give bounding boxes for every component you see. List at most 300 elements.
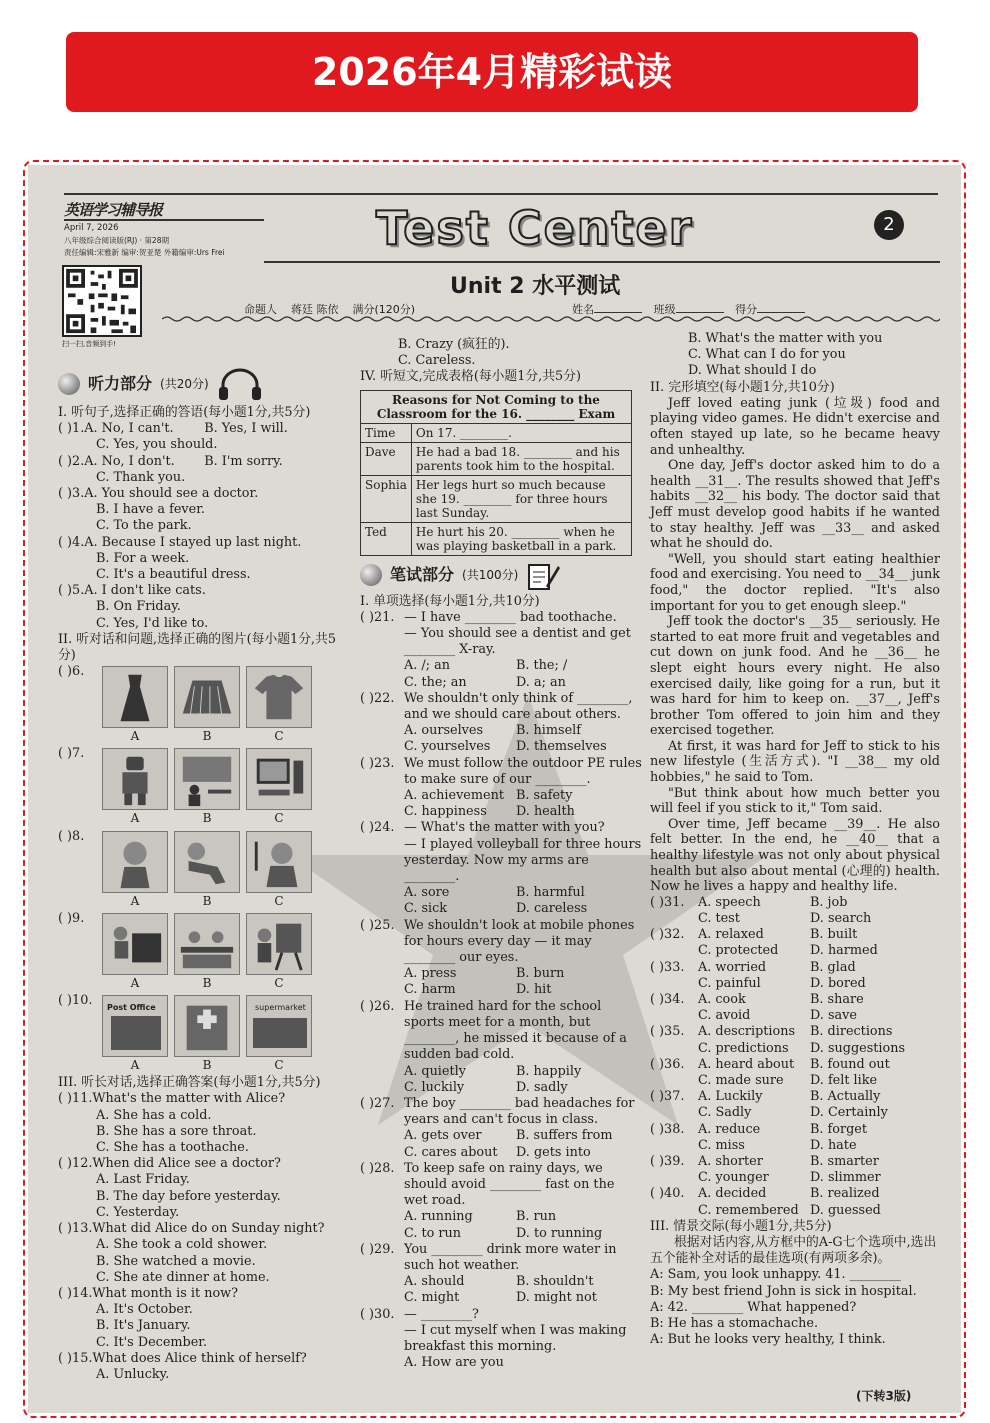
issue-number: 八年级综合阅读版(RJ) · 第28期	[64, 236, 169, 245]
option: B. directions	[810, 1024, 893, 1040]
question-number[interactable]: ( )37.	[650, 1089, 685, 1105]
option: B. suffers from	[516, 1128, 613, 1144]
pic-label: B	[202, 1058, 212, 1073]
question-number[interactable]: ( )15.	[58, 1350, 93, 1366]
cloze-question	[650, 1089, 940, 1105]
option: B. built	[810, 927, 858, 943]
option: D. to running	[516, 1225, 603, 1241]
option: A. It's October.	[96, 1302, 193, 1318]
table-header: Reasons for Not Coming to the Classroom for the 16. ________ Exam	[361, 390, 632, 423]
options-row	[360, 1064, 642, 1080]
column-right	[650, 331, 940, 1349]
question-number[interactable]: ( )13.	[58, 1221, 93, 1237]
question-number[interactable]: ( )36.	[650, 1056, 685, 1072]
question-number[interactable]: ( )2.	[58, 453, 85, 469]
option: D. guessed	[810, 1202, 881, 1218]
option: C. It's a beautiful dress.	[96, 567, 251, 583]
pic-label: C	[274, 893, 284, 908]
cloze-question	[650, 927, 940, 943]
reasons-table	[360, 390, 632, 556]
question-stem: What does Alice think of herself?	[92, 1350, 307, 1366]
question-11	[58, 1091, 348, 1107]
question-number[interactable]: ( )40.	[650, 1186, 685, 1202]
question-stem: We shouldn't only think of ________, and we should care about others.	[404, 690, 633, 723]
options-row	[360, 723, 642, 739]
question-28	[360, 1161, 642, 1210]
question-number[interactable]: ( )5.	[58, 583, 85, 599]
cloze-question	[650, 1154, 940, 1170]
option: C. cares about	[404, 1144, 498, 1160]
section-title: IV. 听短文,完成表格(每小题1分,共5分)	[360, 369, 581, 385]
option: B. share	[810, 992, 864, 1008]
cloze-question	[650, 1122, 940, 1138]
option: D. themselves	[516, 739, 607, 755]
option: A. ourselves	[404, 723, 484, 739]
options-row	[360, 739, 642, 755]
passage-paragraph: "Well, you should start eating healthier food and exercising. You need to __34__ junk food," the doctor replied. "It's also important for you to get enough sleep."	[650, 551, 940, 614]
option: C. avoid	[698, 1008, 751, 1024]
question-stem: — I cut myself when I was making breakfast this morning.	[404, 1322, 627, 1354]
row-text[interactable]: He hurt his 20. ________ when he was playing basketball in a park.	[411, 522, 631, 555]
full-score: 满分(120分)	[352, 303, 416, 316]
options-row	[360, 1080, 642, 1096]
option: A. should	[404, 1274, 465, 1290]
question-number[interactable]: ( )39.	[650, 1154, 685, 1170]
pic-label: B	[202, 893, 212, 908]
option: A. She took a cold shower.	[96, 1237, 268, 1253]
option: C. Yesterday.	[96, 1204, 180, 1220]
ball-icon	[58, 373, 80, 395]
question-number[interactable]: ( )1.	[58, 421, 85, 437]
question-30	[360, 1307, 642, 1323]
options-row	[360, 1226, 642, 1242]
piano-picture[interactable]	[102, 913, 168, 975]
cloze-question-cont	[650, 976, 940, 992]
question-24	[360, 820, 642, 836]
options-row	[360, 804, 642, 820]
option: C. happiness	[404, 804, 487, 820]
column-middle	[360, 337, 642, 1371]
fever-picture[interactable]	[246, 831, 312, 893]
cloze-passage	[650, 396, 940, 895]
option: D. slimmer	[810, 1170, 881, 1186]
options-row	[360, 1290, 642, 1306]
option: B. burn	[516, 966, 565, 982]
option: D. felt like	[810, 1073, 878, 1089]
question-stem: You ________ drink more water in such hot weather.	[404, 1241, 617, 1273]
table-row	[361, 442, 632, 475]
question-number[interactable]: ( )26.	[360, 998, 395, 1014]
option: B. On Friday.	[96, 599, 181, 615]
option: A. speech	[698, 894, 761, 910]
row-label: Time	[361, 423, 412, 442]
option: D. sadly	[516, 1079, 568, 1095]
pic-label: A	[130, 975, 140, 990]
question-stem: The boy ________ bad headaches for years and can't focus in class.	[404, 1095, 635, 1128]
supermarket-sign: supermarket	[255, 1003, 306, 1013]
options-row	[360, 982, 642, 998]
option: B. happily	[516, 1063, 582, 1079]
question-number[interactable]: ( )28.	[360, 1160, 395, 1176]
question-number[interactable]: ( )35.	[650, 1024, 685, 1040]
shirt-picture[interactable]	[246, 666, 312, 728]
option: C. test	[698, 911, 740, 927]
option: B. safety	[516, 788, 573, 804]
score-blank[interactable]	[757, 312, 805, 313]
qr-code-icon[interactable]	[62, 265, 142, 337]
question-number[interactable]: ( )25.	[360, 917, 395, 933]
option: C. harm	[404, 982, 456, 998]
option: D. harmed	[810, 943, 878, 959]
question-stem: To keep safe on rainy days, we should avoid ________ fast on the wet road.	[404, 1160, 615, 1209]
option: B. Actually	[810, 1089, 881, 1105]
row-label: Ted	[361, 522, 412, 555]
options-row	[360, 788, 642, 804]
passage-paragraph: One day, Jeff's doctor asked him to do a health __31__. The results showed that Jeff's habits __32__ his body. The doctor said that Jeff must develop good habits if he wanted to stay healthy. Jeff was __33__ and asked what he should do.	[650, 458, 940, 552]
class-blank[interactable]	[676, 312, 724, 313]
study-picture[interactable]	[174, 913, 240, 975]
dress-picture[interactable]	[102, 666, 168, 728]
option: B. Crazy (疯狂的).	[398, 337, 510, 352]
option: B. run	[516, 1209, 557, 1225]
options-row	[360, 1128, 642, 1144]
option: B. forget	[810, 1121, 868, 1137]
question-stem: We must follow the outdoor PE rules to make sure of our ________.	[404, 755, 642, 787]
option: C. painful	[698, 975, 761, 991]
option: A. gets over	[404, 1128, 482, 1144]
pic-label: A	[130, 811, 140, 826]
question-number[interactable]: ( )29.	[360, 1241, 395, 1257]
section-title: III. 情景交际(每小题1分,共5分)	[650, 1218, 832, 1234]
question-number[interactable]: ( )31.	[650, 894, 685, 910]
option: C. To the park.	[96, 518, 192, 534]
question-number[interactable]: ( )24.	[360, 820, 395, 836]
classroom-picture[interactable]	[174, 748, 240, 810]
question-29	[360, 1242, 642, 1274]
question-26	[360, 999, 642, 1064]
newspaper-logo: 英语学习辅导报	[64, 201, 163, 219]
row-label: Dave	[361, 442, 412, 475]
pic-label: C	[274, 1058, 284, 1073]
option: B. She watched a movie.	[96, 1253, 256, 1269]
masthead-rule	[64, 193, 938, 195]
option: C. remembered	[698, 1202, 799, 1218]
question-stem: We shouldn't look at mobile phones for hours every day — it may ________ our eyes.	[404, 917, 635, 966]
question-number[interactable]: ( )38.	[650, 1121, 685, 1137]
option: C. made sure	[698, 1073, 784, 1089]
question-14	[58, 1286, 348, 1302]
option: C. younger	[698, 1170, 769, 1186]
option: C. She ate dinner at home.	[96, 1269, 270, 1285]
pic-label: C	[274, 811, 284, 826]
table-row	[361, 522, 632, 555]
listening-heading	[58, 367, 348, 401]
section-title: Test Center	[376, 201, 694, 255]
option: B. I have a fever.	[96, 502, 205, 518]
unit-title: Unit 2 水平测试	[450, 274, 621, 299]
option: B. himself	[516, 723, 581, 739]
passage-paragraph: Jeff took the doctor's __35__ seriously. He started to eat more fruit and vegetables and cut down on junk food. And he __36__ he slept eight hours every night. He also exercised daily, like going for a run, but it was hard for him to keep on. __37__, Jeff's brother Tom offered to join him and they exercised together.	[650, 614, 940, 739]
authors: 蒋廷 陈依	[291, 303, 339, 316]
option: D. What should I do	[688, 363, 817, 379]
option: C. the; an	[404, 674, 467, 690]
question-stem: — What's the matter with you?	[404, 820, 605, 836]
option: A. Unlucky.	[96, 1366, 170, 1382]
section-title: II. 完形填空(每小题1分,共10分)	[650, 379, 835, 395]
question-number[interactable]: ( )4.	[58, 534, 85, 550]
option: D. gets into	[516, 1144, 591, 1160]
supermarket-picture[interactable]	[246, 995, 312, 1057]
question-number[interactable]: ( )30.	[360, 1306, 395, 1322]
option: A. /; an	[404, 658, 450, 674]
option: A. relaxed	[698, 927, 764, 943]
section-instructions: 根据对话内容,从方框中的A-G七个选项中,选出五个能补全对话的最佳选项(有两项多余)。	[650, 1235, 937, 1267]
question-stem: — ________?	[404, 1306, 479, 1322]
question-23	[360, 756, 642, 788]
qr-caption: 扫一扫,音频到手!	[62, 340, 117, 348]
option: D. bored	[810, 975, 866, 991]
wavy-divider	[162, 315, 940, 323]
dialog-line: B: He has a stomachache.	[650, 1316, 819, 1332]
option: D. search	[810, 911, 872, 927]
pic-label: A	[130, 729, 140, 744]
dialog-line: A: Sam, you look unhappy. 41. ________	[650, 1267, 901, 1283]
section-title: I. 单项选择(每小题1分,共10分)	[360, 593, 540, 609]
option: D. might not	[516, 1290, 597, 1306]
ball-icon	[360, 564, 382, 586]
options-row	[360, 1145, 642, 1161]
options-row	[360, 1209, 642, 1225]
dialog-line: A: But he looks very healthy, I think.	[650, 1332, 886, 1348]
painting-picture[interactable]	[246, 913, 312, 975]
option: C. Thank you.	[96, 469, 186, 485]
option: C. Sadly	[698, 1105, 752, 1121]
options-row	[360, 966, 642, 982]
question-number[interactable]: ( )11.	[58, 1091, 93, 1107]
option: D. careless	[516, 901, 588, 917]
section-title: III. 听长对话,选择正确答案(每小题1分,共5分)	[58, 1075, 321, 1091]
option: A. How are you	[404, 1355, 504, 1371]
row-label: Sophia	[361, 475, 412, 522]
option: B. harmful	[516, 885, 585, 901]
option: B. The day before yesterday.	[96, 1188, 281, 1204]
question-9	[58, 911, 348, 993]
question-number[interactable]: ( )14.	[58, 1285, 93, 1301]
question-number[interactable]: ( )32.	[650, 927, 685, 943]
option: C. Yes, you should.	[96, 437, 218, 453]
issue-date: April 7, 2026	[64, 223, 119, 233]
column-listening	[58, 363, 348, 1383]
written-title: 笔试部分	[390, 564, 455, 584]
question-stem: What month is it now?	[92, 1285, 238, 1301]
question-number[interactable]: ( )21.	[360, 609, 395, 625]
question-number[interactable]: ( )33.	[650, 959, 685, 975]
row-text[interactable]: Her legs hurt so much because she 19. ________ for three hours last Sunday.	[411, 475, 631, 522]
question-3	[58, 486, 348, 502]
name-blank[interactable]	[594, 312, 642, 313]
pic-label: B	[202, 811, 212, 826]
listening-title: 听力部分	[88, 373, 153, 393]
row-text[interactable]: On 17. ________.	[411, 423, 631, 442]
question-8	[58, 829, 348, 911]
option: A. No, I can't.	[84, 421, 174, 437]
question-6	[58, 664, 348, 746]
question-number[interactable]: ( )34.	[650, 992, 685, 1008]
page-number-badge: 2	[874, 210, 904, 240]
table-row	[361, 475, 632, 522]
question-22	[360, 691, 642, 723]
option: A. She has a cold.	[96, 1107, 212, 1123]
dialog-line: B: My best friend John is sick in hospital.	[650, 1283, 917, 1299]
question-number[interactable]: ( )6.	[58, 664, 85, 680]
passage-paragraph: "But think about how much better you will feel if you stick to it," Tom said.	[650, 785, 940, 817]
cloze-question-cont	[650, 943, 940, 959]
passage-paragraph: Over time, Jeff became __39__. He also felt better. In the end, he __40__ that a healthy lifestyle was not only about physical health but also about mental (心理的) health. Now he lives a happy and healthy life.	[650, 816, 940, 895]
option: C. What can I do for you	[688, 347, 846, 363]
score-label: 得分	[735, 303, 758, 316]
option: B. glad	[810, 959, 856, 975]
option: D. suggestions	[810, 1040, 906, 1056]
option: C. Careless.	[398, 353, 476, 369]
post-office-sign: Post Office	[107, 1003, 156, 1013]
robot-picture[interactable]	[102, 748, 168, 810]
cloze-question-cont	[650, 1041, 940, 1057]
cloze-question	[650, 895, 940, 911]
question-number[interactable]: ( )3.	[58, 486, 85, 502]
option: B. the; /	[516, 658, 568, 674]
option: A. Last Friday.	[96, 1172, 190, 1188]
option: D. hate	[810, 1137, 857, 1153]
option: C. to run	[404, 1225, 461, 1241]
question-number[interactable]: ( )23.	[360, 755, 395, 771]
question-10	[58, 993, 348, 1075]
option: D. hit	[516, 982, 552, 998]
option: A. descriptions	[698, 1024, 796, 1040]
option: B. Yes, I will.	[204, 421, 288, 437]
cloze-question	[650, 1024, 940, 1040]
promo-banner: 2026年4月精彩试读	[66, 32, 918, 112]
option: A. heard about	[698, 1056, 795, 1072]
cloze-question	[650, 1057, 940, 1073]
question-stem: When did Alice see a doctor?	[92, 1156, 281, 1172]
option: B. I'm sorry.	[204, 453, 283, 469]
cloze-question-cont	[650, 1170, 940, 1186]
cloze-question	[650, 992, 940, 1008]
option: A. worried	[698, 959, 767, 975]
cloze-question-cont	[650, 1105, 940, 1121]
pic-label: A	[130, 1058, 140, 1073]
option: A. press	[404, 966, 457, 982]
question-27	[360, 1096, 642, 1128]
question-4	[58, 535, 348, 551]
option: B. What's the matter with you	[688, 331, 883, 346]
option: D. save	[810, 1008, 857, 1024]
option: B. smarter	[810, 1154, 879, 1170]
question-number[interactable]: ( )22.	[360, 690, 395, 706]
option: B. It's January.	[96, 1318, 191, 1334]
computer-picture[interactable]	[246, 748, 312, 810]
question-stem: He trained hard for the school sports meet for a month, but ________, he missed it because of a sudden bad cold.	[404, 998, 627, 1063]
listening-points: (共20分)	[160, 376, 209, 391]
option: C. miss	[698, 1137, 745, 1153]
post-office-picture[interactable]	[102, 995, 168, 1057]
cloze-question-cont	[650, 1203, 940, 1219]
option: B. She has a sore throat.	[96, 1123, 257, 1139]
passage-paragraph: Jeff loved eating junk (垃圾) food and playing video games. He didn't exercise and often stayed up late, so he became heavy and unhealthy.	[650, 395, 940, 458]
hospital-picture[interactable]	[174, 995, 240, 1057]
pen-paper-icon	[526, 560, 560, 590]
question-13	[58, 1221, 348, 1237]
passage-paragraph: At first, it was hard for Jeff to stick to his new lifestyle (生活方式). "I __38__ my old hobbies," he said to Tom.	[650, 738, 940, 786]
row-text[interactable]: He had a bad 18. ________ and his parents took him to the hospital.	[411, 442, 631, 475]
option: C. predictions	[698, 1040, 789, 1056]
logo-rule	[64, 219, 264, 221]
option: A. cook	[698, 992, 746, 1008]
cloze-options	[650, 895, 940, 1219]
pic-label: B	[202, 729, 212, 744]
pic-label: A	[130, 893, 140, 908]
class-label: 班级	[653, 303, 676, 316]
question-stem: — I played volleyball for three hours yesterday. Now my arms are ________.	[404, 836, 642, 885]
question-number[interactable]: ( )7.	[58, 746, 85, 762]
option: A. running	[404, 1209, 473, 1225]
option: A. You should see a doctor.	[84, 486, 259, 502]
name-label: 姓名	[572, 303, 595, 316]
question-2	[58, 454, 348, 470]
question-number[interactable]: ( )10.	[58, 993, 93, 1009]
option: C. sick	[404, 901, 448, 917]
option: B. For a week.	[96, 550, 190, 566]
options-row	[360, 901, 642, 917]
question-number[interactable]: ( )8.	[58, 828, 85, 844]
question-number[interactable]: ( )12.	[58, 1156, 93, 1172]
options-row	[360, 885, 642, 901]
question-5	[58, 583, 348, 599]
question-25	[360, 918, 642, 967]
option: C. Yes, I'd like to.	[96, 615, 209, 631]
option: B. shouldn't	[516, 1274, 594, 1290]
question-stem: What did Alice do on Sunday night?	[92, 1221, 325, 1237]
cloze-question-cont	[650, 1073, 940, 1089]
option: B. found out	[810, 1056, 890, 1072]
written-points: (共100分)	[462, 567, 519, 582]
question-number[interactable]: ( )9.	[58, 910, 85, 926]
option: A. quietly	[404, 1063, 466, 1079]
pic-label: B	[202, 975, 212, 990]
option: A. No, I don't.	[84, 453, 175, 469]
section-title: II. 听对话和问题,选择正确的图片(每小题1分,共5分)	[58, 631, 337, 664]
option: A. Luckily	[698, 1089, 763, 1105]
section-title: I. 听句子,选择正确的答语(每小题1分,共5分)	[58, 405, 311, 420]
cloze-question-cont	[650, 1138, 940, 1154]
option: C. might	[404, 1290, 460, 1306]
question-number[interactable]: ( )27.	[360, 1095, 395, 1111]
fall-picture[interactable]	[174, 831, 240, 893]
option: A. I don't like cats.	[84, 583, 206, 599]
toothache-picture[interactable]	[102, 831, 168, 893]
cloze-question	[650, 1186, 940, 1202]
option: D. health	[516, 804, 575, 820]
editors-line: 责任编辑:宋雅新 编审:贺亚楚 外籍编审:Urs Frei	[64, 248, 225, 257]
option: A. Because I stayed up last night.	[84, 534, 302, 550]
question-7	[58, 746, 348, 828]
option: A. shorter	[698, 1154, 763, 1170]
skirt-picture[interactable]	[174, 666, 240, 728]
option: B. realized	[810, 1186, 880, 1202]
option: D. Certainly	[810, 1105, 888, 1121]
option: A. reduce	[698, 1121, 761, 1137]
question-1	[58, 421, 348, 437]
